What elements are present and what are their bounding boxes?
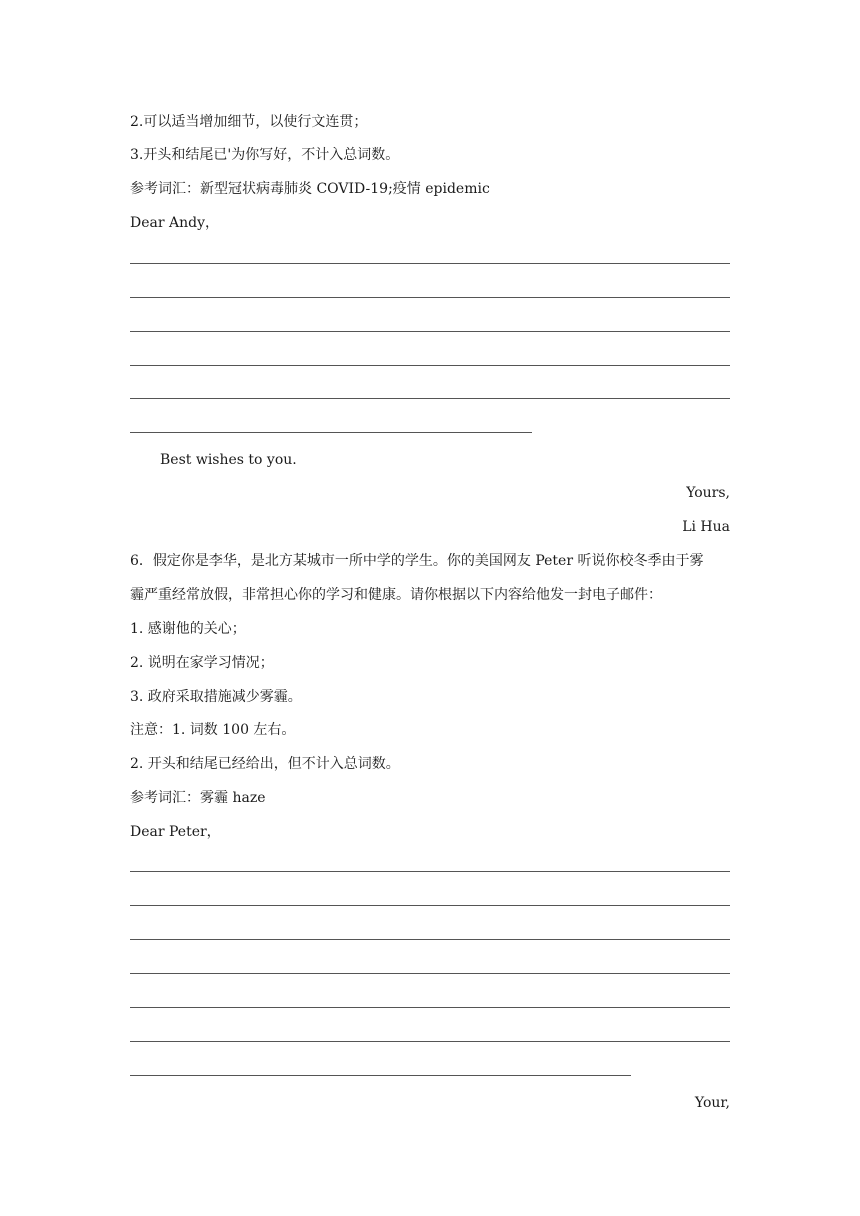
signoff: Yours, xyxy=(686,485,730,501)
writing-line xyxy=(130,331,730,332)
writing-line xyxy=(130,1041,730,1042)
writing-line xyxy=(130,297,730,298)
vocabulary-reference: 参考词汇：雾霾 haze xyxy=(130,790,266,806)
closing-line: Best wishes to you. xyxy=(160,452,297,468)
question-6-prompt-line-2: 霾严重经常放假，非常担心你的学习和健康。请你根据以下内容给他发一封电子邮件： xyxy=(130,587,662,603)
note-1: 注意：1. 词数 100 左右。 xyxy=(130,722,296,738)
writing-line xyxy=(130,939,730,940)
vocabulary-reference: 参考词汇：新型冠状病毒肺炎 COVID-19;疫情 epidemic xyxy=(130,181,490,197)
note-2: 2.可以适当增加细节，以使行文连贯； xyxy=(130,114,368,130)
salutation-andy: Dear Andy， xyxy=(130,215,219,231)
writing-line xyxy=(130,263,730,264)
writing-line xyxy=(130,398,730,399)
note-2: 2. 开头和结尾已经给出，但不计入总词数。 xyxy=(130,756,400,772)
task-item-2: 2. 说明在家学习情况； xyxy=(130,655,274,671)
writing-line xyxy=(130,365,730,366)
writing-line-short xyxy=(130,432,532,433)
task-item-1: 1. 感谢他的关心； xyxy=(130,621,246,637)
writing-line xyxy=(130,905,730,906)
writing-line xyxy=(130,973,730,974)
writing-line xyxy=(130,871,730,872)
task-item-3: 3. 政府采取措施减少雾霾。 xyxy=(130,689,302,705)
signoff: Your, xyxy=(694,1095,730,1111)
salutation-peter: Dear Peter， xyxy=(130,824,221,840)
question-6-prompt-line-1: 6．假定你是李华，是北方某城市一所中学的学生。你的美国网友 Peter 听说你校冬季由于雾 xyxy=(130,553,704,569)
note-3: 3.开头和结尾已'为你写好，不计入总词数。 xyxy=(130,147,400,163)
signature: Li Hua xyxy=(682,519,730,535)
writing-line-short xyxy=(130,1075,631,1076)
writing-line xyxy=(130,1007,730,1008)
